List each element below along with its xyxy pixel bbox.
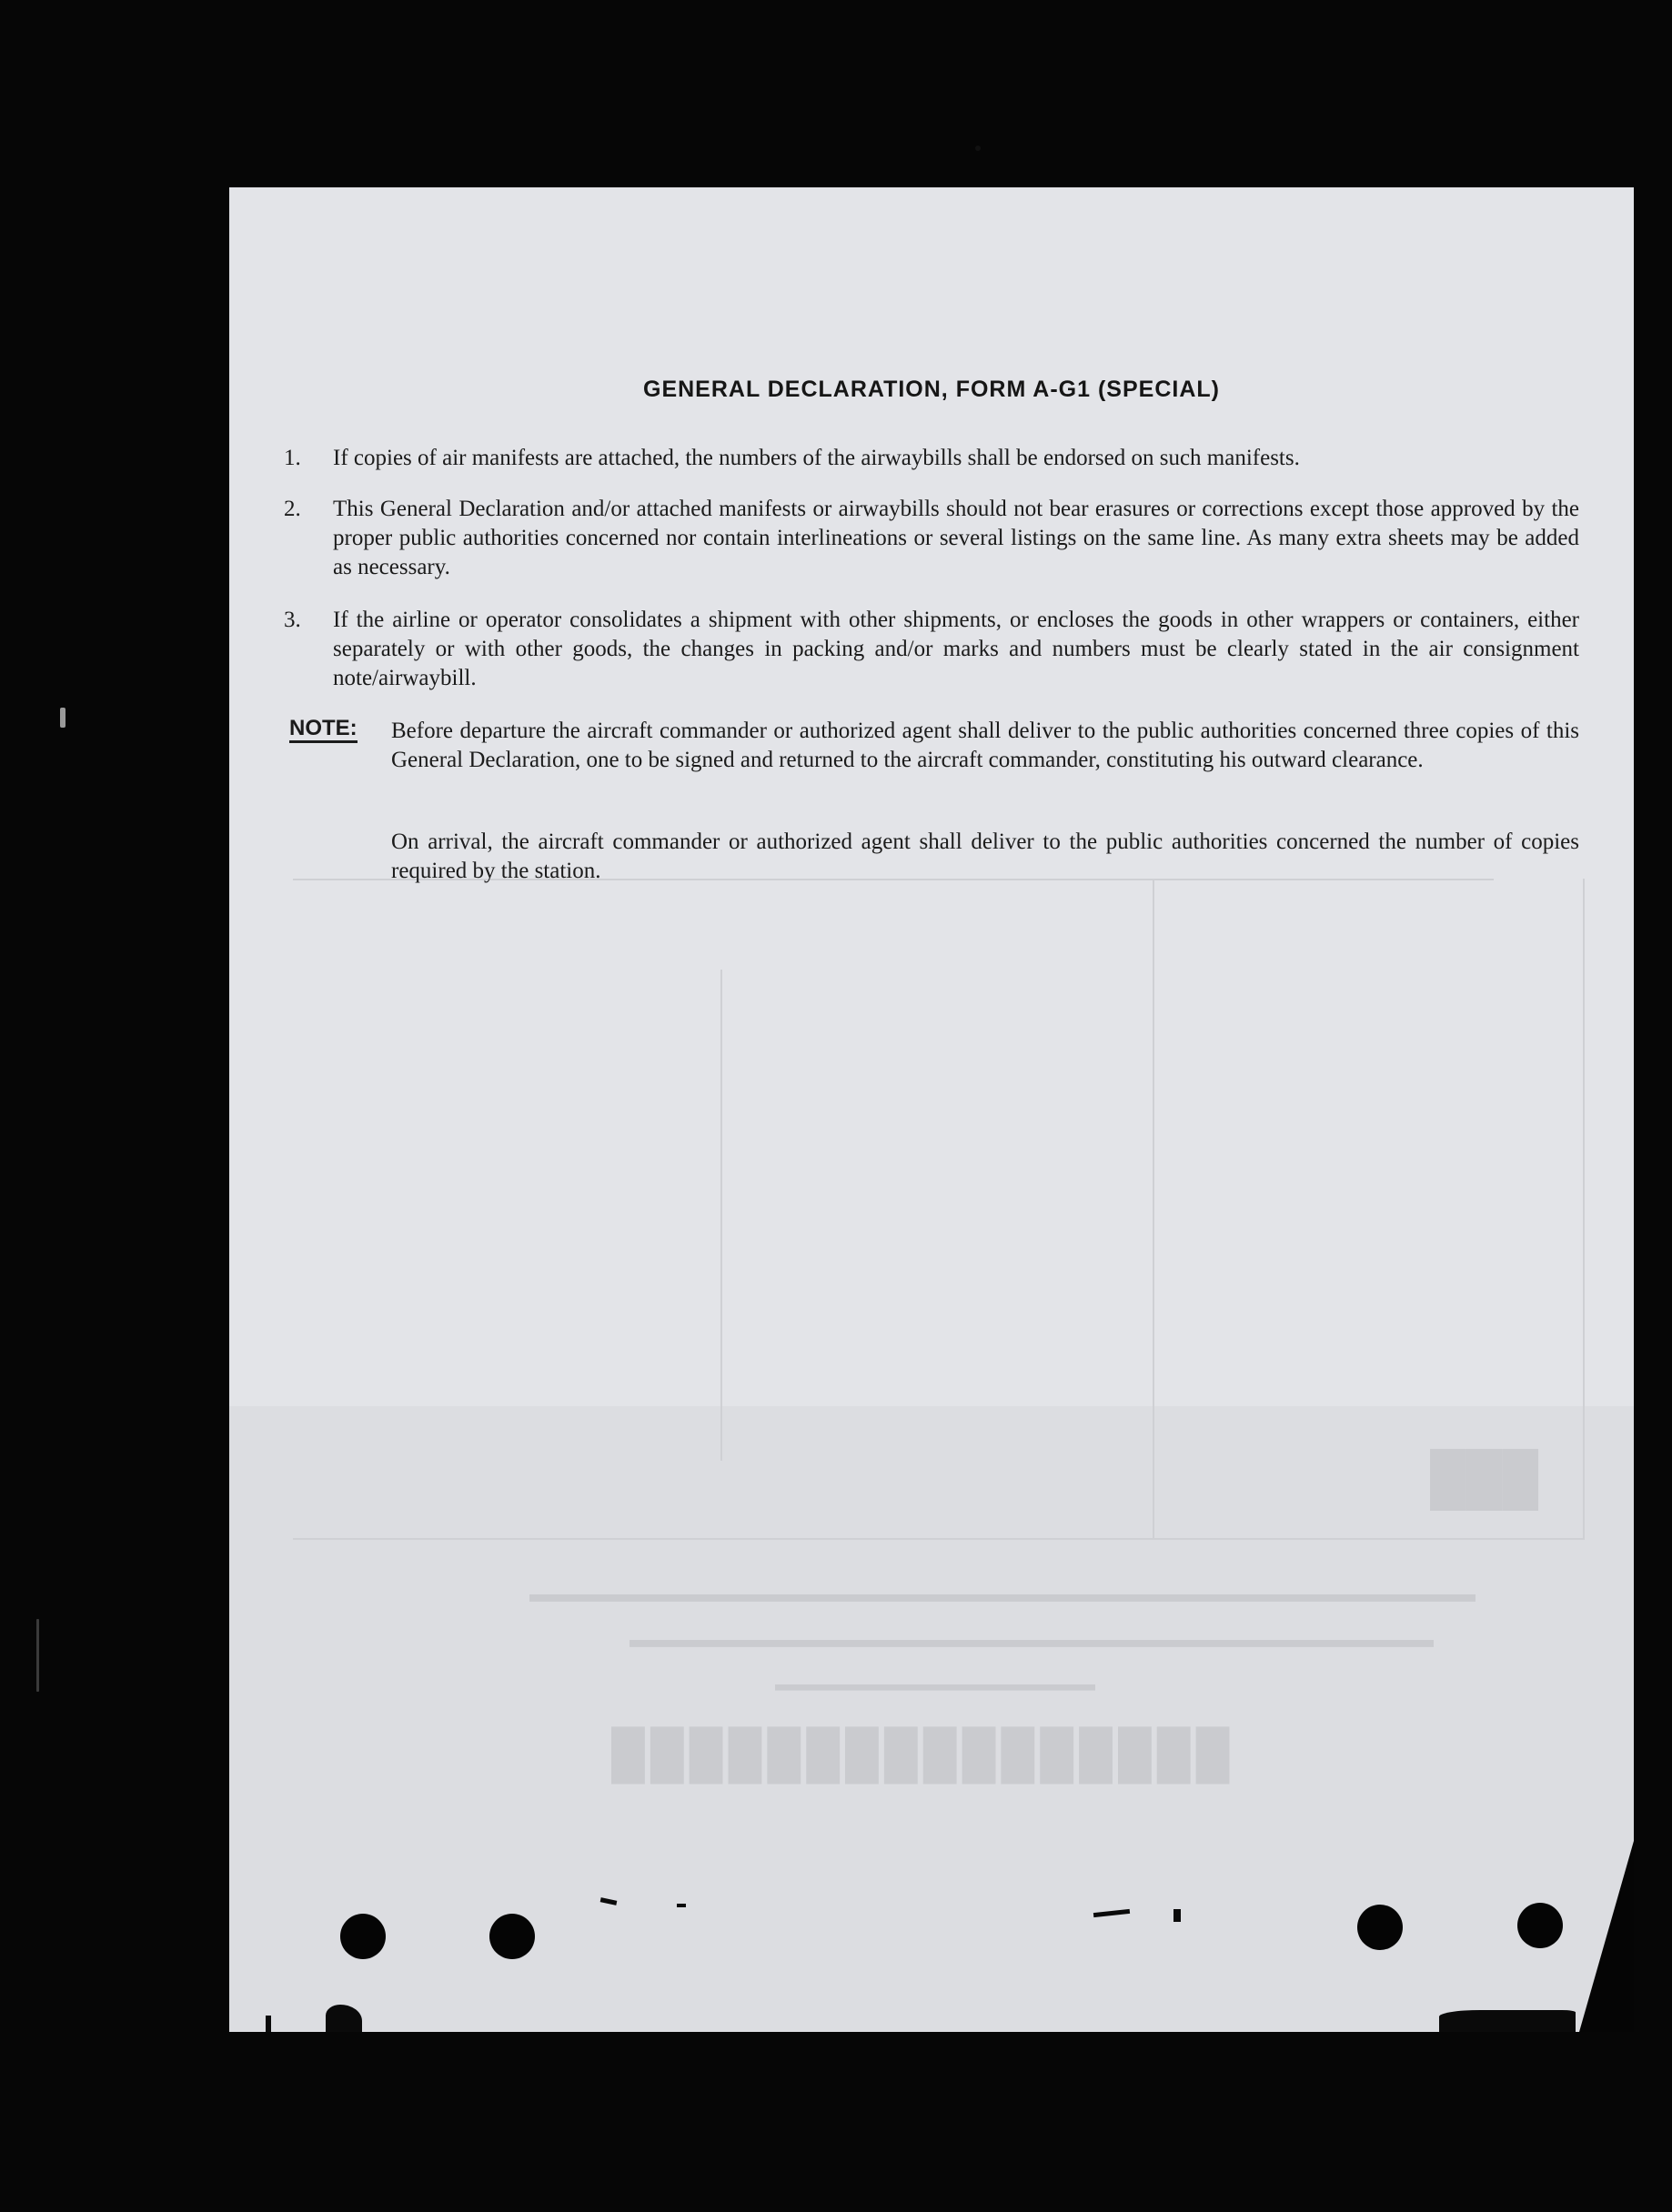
show-through-rule xyxy=(293,1538,1585,1540)
show-through-line: ▬▬▬▬▬▬▬▬▬▬▬▬▬▬▬▬ xyxy=(775,1680,1095,1703)
border-speck xyxy=(975,146,981,151)
show-through-rule xyxy=(720,970,722,1461)
note-paragraph-1: Before departure the aircraft commander or authorized agent shall deliver to the public authorities concerned three copies of this General Declaration, one to be signed and returned to the aircraft commander, constituting his outward clearance. xyxy=(391,719,1579,772)
show-through-heading: ████████████████ xyxy=(611,1730,1235,1782)
border-speck xyxy=(36,1619,39,1692)
show-through-line: ▬▬▬▬▬▬▬▬▬▬▬▬▬▬▬▬▬▬▬▬▬▬▬▬▬▬▬▬▬▬▬▬▬▬▬▬▬▬▬▬ xyxy=(529,1589,1476,1615)
item-text: This General Declaration and/or attached manifests or airwaybills should not bear erasures or corrections except those approved by the proper public authorities concerned nor contain interlineations or several listings on the same line. As many extra sheets may be added as necessary. xyxy=(333,497,1579,579)
instruction-item-3 xyxy=(284,606,1579,693)
punch-hole xyxy=(340,1914,386,1959)
page-shading xyxy=(229,1406,1634,2032)
instruction-item-1 xyxy=(284,444,1579,473)
instruction-item-2 xyxy=(284,495,1579,582)
page-title: GENERAL DECLARATION, FORM A-G1 (SPECIAL) xyxy=(643,377,1220,402)
paper-tear xyxy=(266,2016,271,2032)
item-number: 3. xyxy=(284,608,301,632)
show-through-rule xyxy=(1153,879,1154,1538)
item-number: 2. xyxy=(284,497,301,521)
document-page xyxy=(229,187,1634,2032)
show-through-rule xyxy=(1583,879,1585,1538)
item-number: 1. xyxy=(284,446,301,470)
punch-hole xyxy=(489,1914,535,1959)
punch-hole xyxy=(1357,1905,1403,1950)
note-label: NOTE: xyxy=(289,717,358,743)
punch-hole xyxy=(1517,1903,1563,1948)
show-through-line: ▬▬▬▬▬▬▬▬▬▬▬▬▬▬▬▬▬▬▬▬▬▬▬▬▬▬▬▬▬▬▬▬▬▬ xyxy=(630,1634,1434,1661)
paper-tear xyxy=(1173,1909,1181,1922)
paper-tear xyxy=(1439,2010,1576,2032)
item-text: If the airline or operator consolidates a shipment with other shipments, or encloses the goods in other wrappers or containers, either separately or with other goods, the changes in packing and/or marks and numbers must be clearly stated in the air consignment note/airwaybill. xyxy=(333,608,1579,690)
border-speck xyxy=(60,708,65,728)
item-text: If copies of air manifests are attached, the numbers of the airwaybills shall be endorsed on such manifests. xyxy=(333,446,1300,470)
show-through-number: ███ xyxy=(1430,1453,1539,1509)
paper-tear xyxy=(677,1904,686,1907)
note-block xyxy=(289,717,1579,775)
note-paragraph-2: On arrival, the aircraft commander or authorized agent shall deliver to the public authorities concerned the number of copies required by the station. xyxy=(391,830,1579,883)
